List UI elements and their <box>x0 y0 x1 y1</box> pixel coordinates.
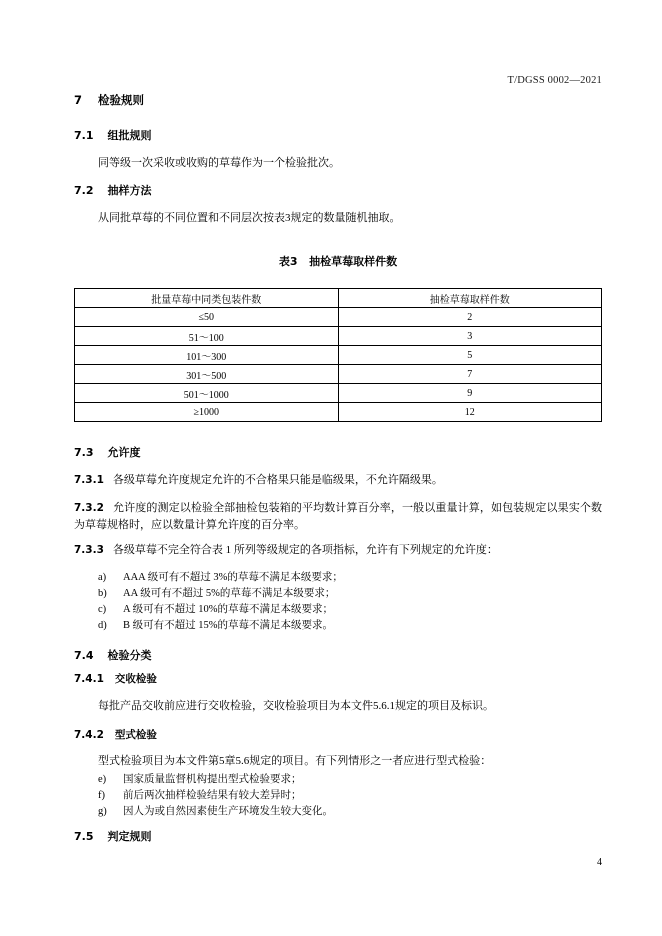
list-item-text: B 级可有不超过 15%的草莓不满足本级要求。 <box>123 620 333 631</box>
table3-cell-4-0: 501～1000 <box>75 384 339 403</box>
table3-cell-0-1: 2 <box>338 308 602 327</box>
section-7-5-number: 7.5 <box>74 830 94 843</box>
clause-7-3-3-text: 各级草莓不完全符合表 1 所列等级规定的各项指标，允许有下列规定的允许度： <box>112 544 498 556</box>
table3-cell-4-1: 9 <box>338 384 602 403</box>
list-item-text: AAA 级可有不超过 3%的草莓不满足本级要求； <box>123 572 343 583</box>
list-item-text: 因人为或自然因素使生产环境发生较大变化。 <box>123 806 333 817</box>
list-item-text: 前后两次抽样检验结果有较大差异时； <box>123 790 302 801</box>
table-row <box>75 308 602 327</box>
table3-cell-5-1: 12 <box>338 403 602 422</box>
section-heading-7-5 <box>74 828 602 844</box>
section-7-4-title: 检验分类 <box>107 649 152 662</box>
table3 <box>74 288 602 422</box>
section-heading-7-2 <box>74 182 602 198</box>
section-7-title: 检验规则 <box>98 93 145 107</box>
list-item-marker: a) <box>98 572 107 583</box>
section-7-4-1-number: 7.4.1 <box>74 673 104 685</box>
section-7-2-body: 从同批草莓的不同位置和不同层次按表3规定的数量随机抽取。 <box>98 212 401 224</box>
document-header: T/DGSS 0002—2021 <box>507 75 602 86</box>
table-row <box>75 346 602 365</box>
tolerance-list-wrap <box>74 570 602 634</box>
table3-cell-3-0: 301～500 <box>75 365 339 384</box>
section-7-2-title: 抽样方法 <box>107 184 152 197</box>
clause-7-3-2-number: 7.3.2 <box>74 502 104 514</box>
list-item-marker: g) <box>98 806 107 817</box>
section-heading-7-3 <box>74 444 602 460</box>
table3-cell-3-1: 7 <box>338 365 602 384</box>
list-item <box>74 804 602 820</box>
table3-wrap <box>74 288 602 422</box>
section-7-1-title: 组批规则 <box>107 129 152 142</box>
clause-7-3-2-wrap <box>74 500 602 534</box>
table3-cell-2-1: 5 <box>338 346 602 365</box>
table3-col-header-0: 批量草莓中同类包装件数 <box>75 289 339 308</box>
list-item-marker: f) <box>98 790 105 801</box>
clause-7-3-1-wrap <box>74 472 602 489</box>
page-number: 4 <box>597 857 602 868</box>
clause-7-3-1 <box>74 472 602 489</box>
section-heading-7-4-2 <box>74 727 602 742</box>
section-7-3-number: 7.3 <box>74 446 94 459</box>
list-item-text: A 级可有不超过 10%的草莓不满足本级要求； <box>123 604 333 615</box>
section-7-number: 7 <box>74 93 83 107</box>
section-7-4-1-title: 交收检验 <box>114 673 157 685</box>
section-7-4-number: 7.4 <box>74 649 94 662</box>
clause-7-3-3 <box>74 542 602 559</box>
section-7-4-2-title: 型式检验 <box>114 729 157 741</box>
type-test-list-wrap <box>74 772 602 820</box>
clause-7-3-3-number: 7.3.3 <box>74 544 104 556</box>
clause-7-3-2-text: 允许度的测定以检验全部抽检包装箱的平均数计算百分率，一般以重量计算，如包装规定以果实个数为草莓规格时，应以数量计算允许度的百分率。 <box>74 502 602 531</box>
clause-7-3-2 <box>74 500 602 534</box>
list-item <box>74 618 602 634</box>
list-item <box>74 570 602 586</box>
section-7-2-body-wrap <box>74 210 602 227</box>
list-item-marker: b) <box>98 588 107 599</box>
table3-col-header-1: 抽检草莓取样件数 <box>338 289 602 308</box>
section-7-3-title: 允许度 <box>107 446 141 459</box>
section-7-4-1-body-wrap <box>74 698 602 715</box>
type-test-list <box>74 772 602 820</box>
tolerance-list <box>74 570 602 634</box>
table-row <box>75 327 602 346</box>
table-row <box>75 384 602 403</box>
list-item <box>74 586 602 602</box>
section-heading-7-4-1 <box>74 671 602 686</box>
table3-cell-5-0: ≥1000 <box>75 403 339 422</box>
section-7-2-number: 7.2 <box>74 184 94 197</box>
clause-7-3-1-text: 各级草莓允许度规定允许的不合格果只能是临级果，不允许隔级果。 <box>112 474 443 486</box>
section-7-4-2-body: 型式检验项目为本文件第5章5.6规定的项目。有下列情形之一者应进行型式检验： <box>98 755 492 767</box>
clause-7-3-3-wrap <box>74 542 602 559</box>
list-item <box>74 602 602 618</box>
section-heading-7 <box>74 92 602 108</box>
section-7-1-number: 7.1 <box>74 129 94 142</box>
section-7-4-1-body: 每批产品交收前应进行交收检验，交收检验项目为本文件5.6.1规定的项目及标识。 <box>98 700 494 712</box>
list-item-marker: d) <box>98 620 107 631</box>
table3-cell-2-0: 101～300 <box>75 346 339 365</box>
section-heading-7-4 <box>74 647 602 663</box>
table3-cell-1-0: 51～100 <box>75 327 339 346</box>
table-row <box>75 365 602 384</box>
section-7-5-title: 判定规则 <box>107 830 152 843</box>
list-item-marker: c) <box>98 604 107 615</box>
table3-header-row <box>75 289 602 308</box>
table3-cell-0-0: ≤50 <box>75 308 339 327</box>
list-item <box>74 772 602 788</box>
section-7-4-2-body-wrap <box>74 753 602 770</box>
table3-caption: 表3 抽检草莓取样件数 <box>278 255 398 268</box>
list-item <box>74 788 602 804</box>
section-heading-7-1 <box>74 127 602 143</box>
section-7-1-body-wrap <box>74 155 602 172</box>
section-7-1-body: 同等级一次采收或收购的草莓作为一个检验批次。 <box>98 157 340 169</box>
list-item-marker: e) <box>98 774 107 785</box>
list-item-text: 国家质量监督机构提出型式检验要求； <box>123 774 302 785</box>
table3-cell-1-1: 3 <box>338 327 602 346</box>
list-item-text: AA 级可有不超过 5%的草莓不满足本级要求； <box>123 588 336 599</box>
section-7-4-2-number: 7.4.2 <box>74 729 104 741</box>
clause-7-3-1-number: 7.3.1 <box>74 474 104 486</box>
table3-caption-wrap <box>74 253 602 269</box>
table-row <box>75 403 602 422</box>
